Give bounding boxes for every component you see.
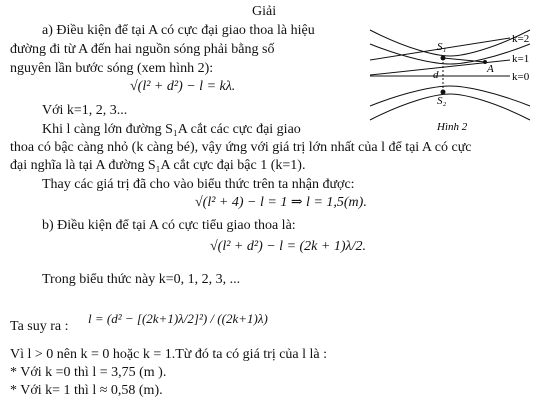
part-b-line1: b) Điều kiện để tại A có cực tiểu giao thoa là: [42,218,296,233]
label-k2: k=2 [512,33,530,45]
label-a: A [487,63,494,75]
part-a-line1: a) Điều kiện để tại A có cực đại giao thoa là hiệu [42,23,315,38]
label-s1: S₁ [437,41,447,53]
equation-max-condition [130,80,235,94]
equation-text: √(l² + d²) − l = kλ. [130,79,236,94]
source-s2 [441,90,446,95]
curve-bottom-upper [370,86,530,106]
deduce-label: Ta suy ra : [10,319,69,334]
equation-l-general: l = (d² − [(2k+1)λ/2]²) / ((2k+1)λ) [88,311,268,326]
label-k0: k=0 [512,71,530,83]
part-a-para2-line2: thoa có bậc càng nhỏ (k càng bé), vậy ứng với giá trị lớn nhất của l để tại A có cực [10,140,472,155]
solution-title: Giải [252,4,277,19]
label-k1: k=1 [512,53,530,65]
source-s1 [441,56,446,61]
part-a-para3: Thay các giá trị đã cho vào biểu thức trên ta nhận được: [42,177,355,192]
curve-bottom-lower [370,94,530,120]
label-s2: S₂ [437,95,447,107]
part-a-para2-line1: Khi l càng lớn đường S₁A cắt các cực đại giao [42,122,301,137]
part-a-line2: đường đi từ A đến hai nguồn sóng phải bằng số [10,42,275,57]
equation-l-result: √(l² + 4) − l = 1 ⇒ l = 1,5(m). [195,195,367,210]
part-a-line3: nguyên lần bước sóng (xem hình 2): [10,61,214,76]
part-a-para2-line3: đại nghĩa là tại A đường S₁A cắt cực đại bậc 1 (k=1). [10,158,306,173]
figure-caption: Hình 2 [437,121,468,133]
equation-min-condition: √(l² + d²) − l = (2k + 1)λ/2. [210,239,366,254]
label-d: d [433,69,439,81]
result-k0: * Với k =0 thì l = 3,75 (m ). [10,365,167,380]
curve-top-upper [370,30,530,56]
result-k1: * Với k= 1 thì l ≈ 0,58 (m). [10,383,163,398]
k-values: Với k=1, 2, 3... [42,103,128,118]
interference-figure [365,20,535,135]
part-b-line2: Trong biểu thức này k=0, 1, 2, 3, ... [42,272,241,287]
part-b-line3: Vì l > 0 nên k = 0 hoặc k = 1.Từ đó ta có giá trị của l là : [10,347,328,362]
